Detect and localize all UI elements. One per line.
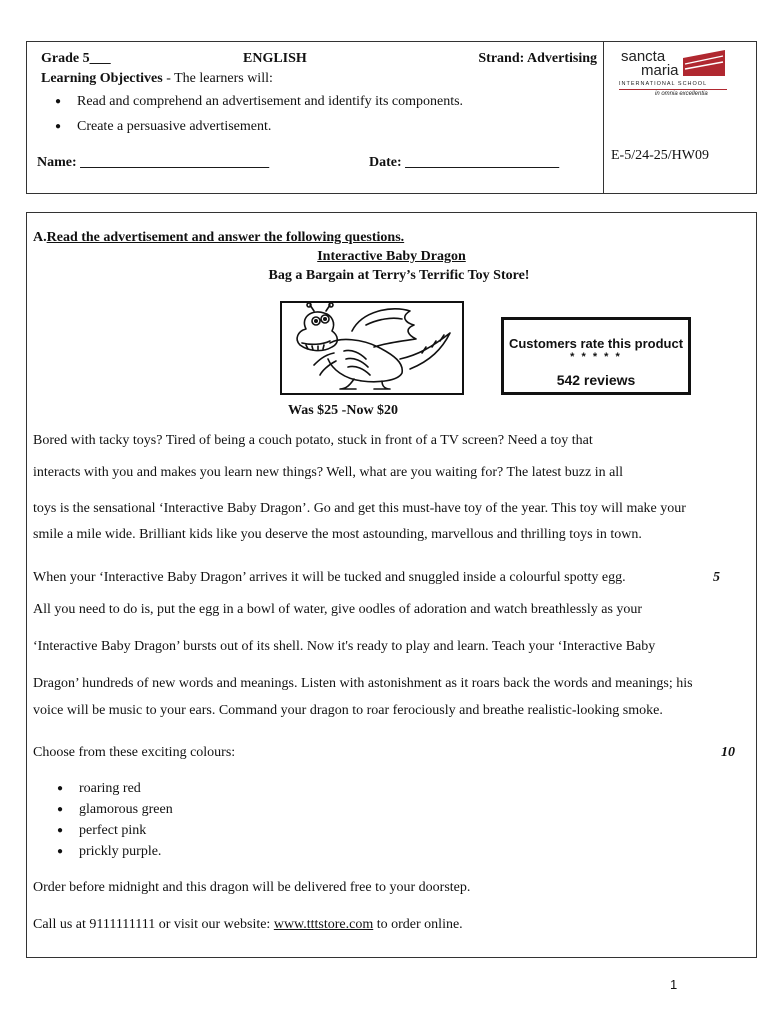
colour-item: ● perfect pink	[57, 823, 173, 844]
strand-label: Strand: Advertising	[478, 51, 597, 66]
ad-paragraph-line: ‘Interactive Baby Dragon’ bursts out of its shell. Now it's ready to play and learn. Teach your ‘Interactive Baby	[33, 639, 656, 654]
date-field[interactable]: Date: ______________________	[369, 155, 560, 170]
logo-text-maria: maria	[641, 62, 679, 79]
ad-paragraph-line: voice will be music to your ears. Command your dragon to roar ferociously and breathe realistic-looking smoke.	[33, 703, 663, 718]
rating-box	[501, 317, 691, 395]
ad-subtitle: Bag a Bargain at Terry’s Terrific Toy Store!	[268, 268, 530, 283]
colour-item: ● prickly purple.	[57, 844, 173, 865]
logo-mark-icon	[683, 50, 725, 76]
ad-title: Interactive Baby Dragon	[317, 249, 466, 264]
page-number: 1	[670, 977, 678, 992]
section-letter: A.	[33, 230, 47, 245]
objective-item: ● Create a persuasive advertisement.	[55, 119, 463, 144]
rating-stars: * * * * *	[570, 351, 622, 363]
worksheet-code: E-5/24-25/HW09	[611, 148, 709, 163]
section-instruction	[33, 230, 404, 246]
header-box	[26, 41, 757, 194]
logo-motto: in omnia excellentia	[655, 91, 708, 97]
objectives-label: Learning Objectives	[41, 71, 163, 86]
ad-paragraph-line: smile a mile wide. Brilliant kids like you deserve the most astounding, marvellous and thrilling toys in town.	[33, 527, 642, 542]
logo-text-international: INTERNATIONAL SCHOOL	[619, 81, 708, 87]
advertisement-section	[26, 212, 757, 958]
objectives-intro: - The learners will:	[162, 71, 273, 86]
school-logo	[617, 48, 747, 98]
line-number-mark: 10	[721, 745, 735, 760]
ad-paragraph-line: toys is the sensational ‘Interactive Baby Dragon’. Go and get this must-have toy of the year. This toy will make your	[33, 501, 686, 516]
rating-reviews: 542 reviews	[556, 372, 636, 388]
name-field[interactable]: Name: ___________________________	[37, 155, 270, 170]
ad-paragraph-line: interacts with you and makes you learn new things? Well, what are you waiting for? The latest buzz in all	[33, 465, 624, 480]
order-text: Order before midnight and this dragon will be delivered free to your doorstep.	[33, 880, 471, 895]
objectives-list	[55, 94, 463, 144]
contact-suffix: to order online.	[373, 917, 463, 932]
logo-rule	[619, 89, 727, 90]
ad-paragraph-line: When your ‘Interactive Baby Dragon’ arrives it will be tucked and snuggled inside a colourful spotty egg.	[33, 570, 626, 585]
header-divider	[603, 42, 604, 193]
rating-title: Customers rate this product	[508, 336, 684, 351]
objectives-heading	[41, 71, 273, 87]
dragon-illustration	[280, 301, 464, 395]
contact-line	[33, 917, 753, 933]
colour-item: ● roaring red	[57, 781, 173, 802]
price-label: Was $25 -Now $20	[288, 403, 399, 418]
subject-label: ENGLISH	[243, 51, 307, 66]
line-number-mark: 5	[713, 570, 720, 585]
colour-list	[57, 781, 173, 865]
logo-text-sancta: sancta	[621, 48, 666, 65]
contact-prefix: Call us at 9111111111 or visit our website:	[33, 917, 274, 932]
instruction-text: Read the advertisement and answer the following questions.	[46, 230, 405, 245]
dragon-icon	[282, 303, 462, 393]
objective-item: ● Read and comprehend an advertisement and identify its components.	[55, 94, 463, 119]
ad-paragraph-line: Bored with tacky toys? Tired of being a couch potato, stuck in front of a TV screen? Need a toy that	[33, 433, 593, 448]
ad-paragraph-line: Dragon’ hundreds of new words and meanings. Listen with astonishment as it roars back the words and meanings; his	[33, 676, 693, 691]
website-link[interactable]: www.tttstore.com	[273, 917, 374, 932]
grade-label: Grade 5___	[41, 51, 111, 66]
colour-item: ● glamorous green	[57, 802, 173, 823]
colours-intro: Choose from these exciting colours:	[33, 745, 236, 760]
ad-paragraph-line: All you need to do is, put the egg in a bowl of water, give oodles of adoration and watch breathlessly as your	[33, 602, 643, 617]
